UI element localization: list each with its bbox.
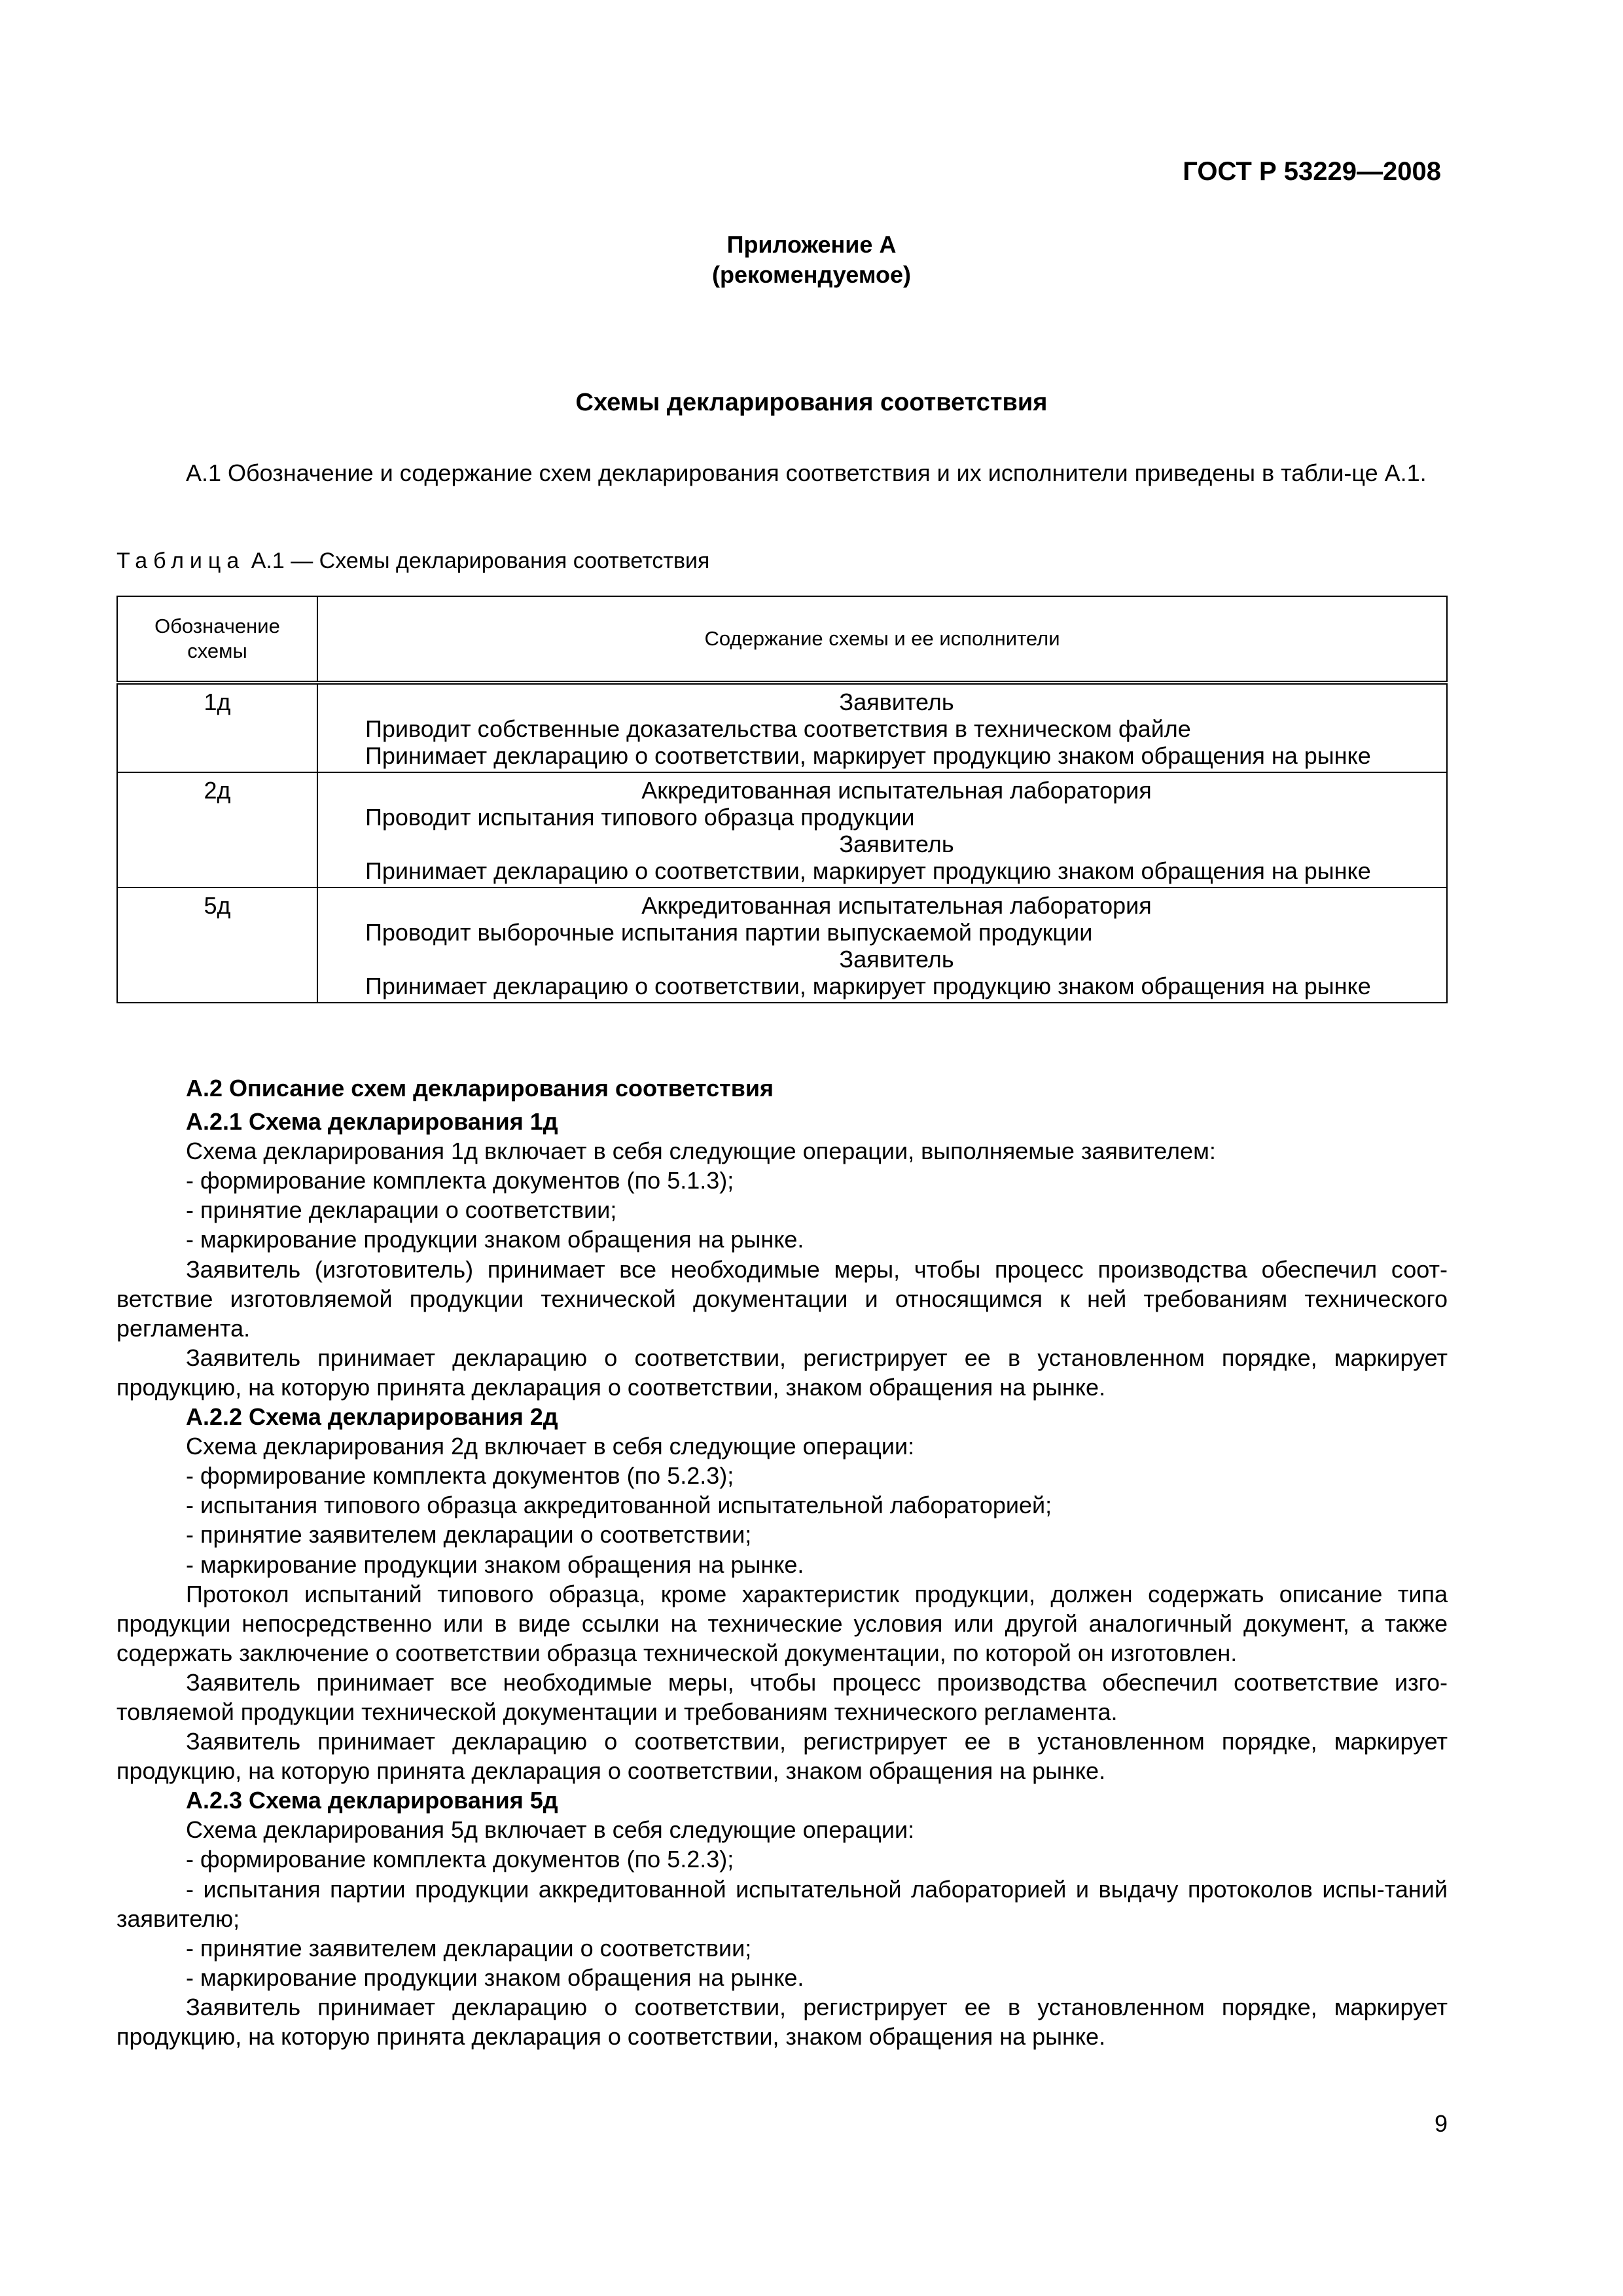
- section-heading: Схемы декларирования соответствия: [575, 389, 1048, 416]
- action-line: Принимает декларацию о соответствии, маркирует продукцию знаком обращения на рынке: [365, 973, 1371, 999]
- table-caption-text: А.1 — Схемы декларирования соответствия: [245, 548, 710, 573]
- section-a2: [116, 1073, 1448, 2051]
- annex-status: (рекомендуемое): [712, 261, 911, 288]
- list-item: - принятие декларации о соответствии;: [186, 1196, 617, 1224]
- performer-line: Аккредитованная испытательная лаборатория: [641, 892, 1152, 919]
- list-item: - маркирование продукции знаком обращения на рынке.: [186, 1964, 804, 1991]
- scheme-code: 2д: [117, 772, 317, 888]
- scheme-code: 1д: [117, 683, 317, 772]
- performer-line: Заявитель: [839, 689, 954, 715]
- action-line: Приводит собственные доказательства соответствия в техническом файле: [365, 715, 1191, 742]
- schemes-table: [116, 596, 1448, 1003]
- list-item: - принятие заявителем декларации о соответствии;: [186, 1934, 752, 1962]
- subsection-a21-title: А.2.1 Схема декларирования 1д: [186, 1108, 558, 1136]
- performer-line: Аккредитованная испытательная лаборатория: [641, 777, 1152, 804]
- table-caption-prefix: Таблица: [116, 548, 245, 573]
- performer-line: Заявитель: [839, 946, 954, 973]
- col-header-code-line2: схемы: [187, 639, 247, 662]
- table-row: [117, 683, 1447, 772]
- table-row: [117, 888, 1447, 1003]
- action-line: Принимает декларацию о соответствии, маркирует продукцию знаком обращения на рынке: [365, 857, 1371, 884]
- paragraph: Заявитель принимает декларацию о соответствии, регистрирует ее в установленном порядке, маркирует продукцию, на которую принята декларация о соответствии, знаком обращения на рынке.: [116, 1993, 1448, 2050]
- subsection-a22-title: А.2.2 Схема декларирования 2д: [186, 1403, 558, 1431]
- action-line: Проводит испытания типового образца продукции: [365, 804, 915, 831]
- scheme-content: [317, 683, 1447, 772]
- subsection-a23-lead: Схема декларирования 5д включает в себя следующие операции:: [186, 1816, 915, 1844]
- section-a2-title: А.2 Описание схем декларирования соответствия: [186, 1075, 774, 1102]
- subsection-a22-lead: Схема декларирования 2д включает в себя следующие операции:: [186, 1433, 915, 1460]
- scheme-content: [317, 772, 1447, 888]
- paragraph: Заявитель принимает все необходимые меры, чтобы процесс производства обеспечил соответствие изго-товляемой продукции технической документации и требованиям технического регламента.: [116, 1668, 1448, 1725]
- performer-line: Заявитель: [839, 831, 954, 857]
- list-item: - формирование комплекта документов (по 5.2.3);: [186, 1846, 734, 1873]
- list-item: - формирование комплекта документов (по 5.1.3);: [186, 1167, 734, 1194]
- action-line: Принимает декларацию о соответствии, маркирует продукцию знаком обращения на рынке: [365, 742, 1371, 769]
- table-row: [117, 772, 1447, 888]
- list-item: - маркирование продукции знаком обращения на рынке.: [186, 1226, 804, 1253]
- standard-designation: ГОСТ Р 53229—2008: [1183, 157, 1441, 186]
- paragraph: Протокол испытаний типового образца, кроме характеристик продукции, должен содержать описание типа продукции непосредственно или в виде ссылки на технические условия или другой аналогичный документ, а также содержать заключение о соответствии образца технической документации, по которой он изготовлен.: [116, 1580, 1448, 1666]
- action-line: Проводит выборочные испытания партии выпускаемой продукции: [365, 919, 1093, 946]
- list-item: - формирование комплекта документов (по 5.2.3);: [186, 1462, 734, 1490]
- list-item: - испытания партии продукции аккредитованной испытательной лабораторией и выдачу протоколов испы-таний заявителю;: [116, 1875, 1448, 1932]
- col-header-content: Содержание схемы и ее исполнители: [317, 596, 1447, 683]
- page-number: 9: [1434, 2110, 1448, 2137]
- paragraph: Заявитель (изготовитель) принимает все необходимые меры, чтобы процесс производства обеспечил соот-ветствие изготовляемой продукции технической документации и относящимся к ней требованиям технического регламента.: [116, 1255, 1448, 1342]
- list-item: - маркирование продукции знаком обращения на рынке.: [186, 1551, 804, 1578]
- intro-paragraph: А.1 Обозначение и содержание схем декларирования соответствия и их исполнители приведены в табли-це А.1.: [186, 459, 1427, 486]
- scheme-code: 5д: [117, 888, 317, 1003]
- list-item: - испытания типового образца аккредитованной испытательной лабораторией;: [186, 1492, 1052, 1519]
- paragraph: Заявитель принимает декларацию о соответствии, регистрирует ее в установленном порядке, маркирует продукцию, на которую принята декларация о соответствии, знаком обращения на рынке.: [116, 1728, 1448, 1785]
- scheme-content: [317, 888, 1447, 1003]
- col-header-code-line1: Обозначение: [154, 615, 280, 637]
- table-header-row: [117, 596, 1447, 683]
- subsection-a23-title: А.2.3 Схема декларирования 5д: [186, 1787, 558, 1814]
- paragraph: Заявитель принимает декларацию о соответствии, регистрирует ее в установленном порядке, маркирует продукцию, на которую принята декларация о соответствии, знаком обращения на рынке.: [116, 1344, 1448, 1401]
- list-item: - принятие заявителем декларации о соответствии;: [186, 1521, 752, 1549]
- col-header-code: [117, 596, 317, 683]
- table-caption: [116, 548, 709, 574]
- annex-title: Приложение А: [726, 231, 897, 258]
- subsection-a21-lead: Схема декларирования 1д включает в себя следующие операции, выполняемые заявителем:: [186, 1138, 1216, 1165]
